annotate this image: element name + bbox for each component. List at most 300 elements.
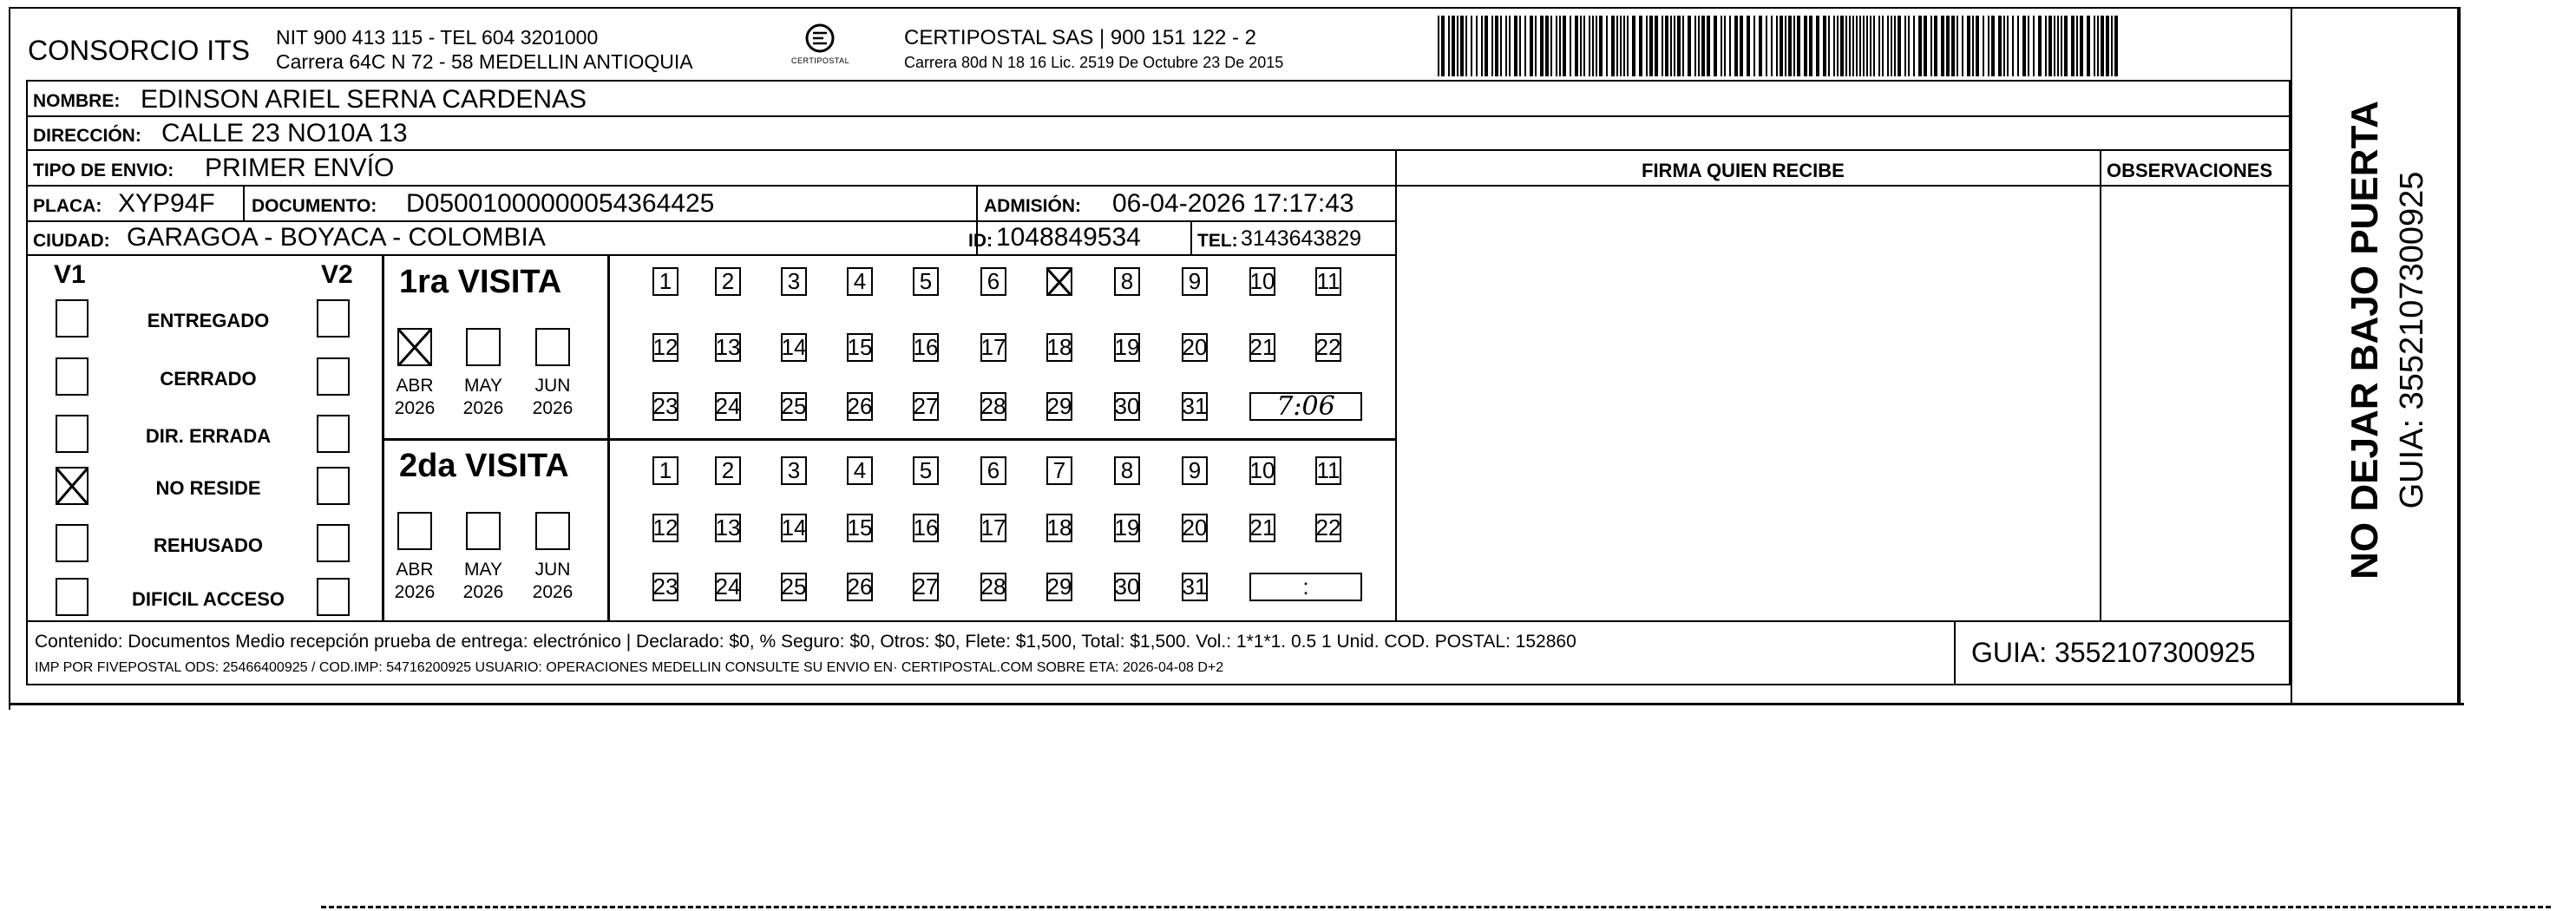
barcode-bar (1913, 16, 1915, 76)
barcode-bar (2038, 16, 2042, 76)
barcode-bar (1649, 16, 1653, 76)
ciudad-value: GARAGOA - BOYACA - COLOMBIA (127, 223, 546, 252)
visita2-day-box[interactable]: 31 (1182, 573, 1208, 600)
side-guia: GUIA: 3552107300925 (2394, 171, 2430, 509)
barcode-bar (1524, 16, 1526, 76)
visita2-month-checkbox[interactable] (397, 512, 432, 550)
visita1-day-box[interactable]: 10 (1249, 268, 1275, 294)
visita1-day-box[interactable]: 23 (652, 393, 678, 419)
visita1-day-box[interactable]: 5 (913, 267, 939, 296)
barcode-bar (1509, 16, 1511, 76)
visita1-day-box[interactable]: 4 (847, 267, 873, 296)
visita2-day-box[interactable]: 23 (652, 573, 678, 600)
barcode-bar (1804, 16, 1807, 76)
barcode-bar (1771, 16, 1773, 76)
barcode-bar (1438, 16, 1439, 76)
barcode-bar (1904, 16, 1906, 76)
visita2-month-label: ABR (396, 560, 434, 580)
barcode-bar (1753, 16, 1755, 76)
barcode-bar (2114, 16, 2118, 76)
visita1-day-box[interactable]: 26 (847, 393, 873, 419)
barcode-bar (1734, 16, 1738, 76)
v1-checkbox[interactable] (56, 415, 88, 453)
barcode-bar (1972, 16, 1974, 76)
visita2-day-box[interactable]: 9 (1182, 456, 1208, 485)
barcode-bar (1665, 16, 1668, 76)
visita1-month-checkbox[interactable] (466, 328, 501, 366)
row-line-2 (26, 149, 2291, 151)
admision-label: ADMISIÓN: (984, 196, 1081, 216)
visita2-day-box[interactable]: 3 (781, 456, 807, 485)
visita2-day-box[interactable]: 28 (980, 573, 1006, 600)
frame-bottom (9, 703, 2464, 705)
visita1-day-box[interactable]: 22 (1315, 334, 1341, 360)
barcode-bar (1589, 16, 1590, 76)
v1-checkbox[interactable] (56, 357, 88, 396)
barcode-bar (1849, 16, 1851, 76)
visita2-day-box[interactable]: 18 (1046, 514, 1072, 541)
barcode-bar (2080, 16, 2083, 76)
barcode-bar (2061, 16, 2062, 76)
barcode-bar (1682, 16, 1684, 76)
visita2-day-box[interactable]: 11 (1316, 457, 1340, 483)
visita1-month-label: MAY (464, 376, 502, 396)
barcode-bar (1670, 16, 1672, 76)
tel-value: 3143643829 (1241, 226, 1362, 251)
courier-logo-text: CERTIPOSTAL (791, 56, 850, 65)
tel-label: TEL: (1197, 231, 1238, 251)
barcode-bar (1983, 16, 1984, 76)
barcode-bar (1505, 16, 1507, 76)
visita1-year-label: 2026 (532, 398, 574, 418)
visita2-day-box[interactable]: 24 (715, 573, 741, 600)
barcode-bar (1894, 16, 1896, 76)
frame-top (9, 7, 2460, 9)
barcode-bar (1457, 16, 1458, 76)
visita2-day-box[interactable]: 17 (980, 514, 1006, 541)
barcode-bar (1476, 16, 1478, 76)
barcode-bar (1563, 16, 1566, 76)
observaciones-header: OBSERVACIONES (2107, 160, 2273, 181)
visita1-day-box[interactable]: 20 (1182, 334, 1208, 360)
barcode-bar (1930, 16, 1932, 76)
visita1-month-label: ABR (396, 376, 434, 396)
row-line-5 (26, 254, 1397, 256)
id-value: 1048849534 (996, 223, 1141, 252)
barcode-bar (1845, 16, 1847, 76)
row-line-6 (26, 620, 2291, 622)
barcode-bar (2012, 16, 2014, 76)
direccion-label: DIRECCIÓN: (33, 126, 141, 146)
barcode-bar (1448, 16, 1450, 76)
barcode-bar (1934, 16, 1937, 76)
barcode-bar (2033, 16, 2035, 76)
barcode-bar (1887, 16, 1889, 76)
documento-label: DOCUMENTO: (252, 196, 377, 216)
barcode-bar (2003, 16, 2005, 76)
visita2-day-box[interactable]: 13 (715, 514, 741, 541)
visita2-day-box[interactable]: 22 (1315, 514, 1341, 541)
barcode-bar (1870, 16, 1871, 76)
placa-value: XYP94F (118, 189, 215, 218)
visita1-month-label: JUN (534, 376, 571, 396)
barcode-bar (1840, 16, 1844, 76)
table-left (26, 80, 28, 685)
admision-value: 06-04-2026 17:17:43 (1112, 189, 1354, 218)
barcode-bar (2017, 16, 2019, 76)
visita2-day-box[interactable]: 30 (1114, 573, 1140, 600)
barcode-bar (1701, 16, 1705, 76)
barcode-bar (1620, 16, 1622, 76)
visita1-day-box[interactable] (1046, 267, 1072, 296)
courier-name: CERTIPOSTAL SAS | 900 151 122 - 2 (904, 26, 1256, 49)
status-label: NO RESIDE (155, 477, 261, 499)
barcode-bar (2101, 16, 2104, 76)
frame-left (9, 7, 10, 710)
visita1-time-box[interactable]: 7:06 (1249, 392, 1362, 421)
barcode-bar (1662, 16, 1663, 76)
barcode-bar (2048, 16, 2052, 76)
visita2-day-box[interactable]: 1 (652, 456, 678, 485)
v2-header: V2 (321, 260, 353, 289)
barcode-bar (1951, 16, 1955, 76)
barcode-bar (1856, 16, 1858, 76)
barcode-bar (1863, 16, 1865, 76)
barcode-bar (1627, 16, 1629, 76)
barcode-bar (1788, 16, 1792, 76)
status-label: DIR. ERRADA (145, 425, 272, 447)
barcode-bar (1530, 16, 1533, 76)
v2-checkbox[interactable] (317, 299, 350, 338)
visita2-day-box[interactable]: 14 (781, 514, 807, 541)
barcode-bar (1465, 16, 1467, 76)
visita2-day-box[interactable]: 5 (913, 456, 939, 485)
visita1-day-box[interactable]: 17 (980, 334, 1006, 360)
barcode-bar (1540, 16, 1544, 76)
visita2-month-label: MAY (464, 560, 502, 580)
barcode-bar (1623, 16, 1625, 76)
visita1-day-box[interactable]: 29 (1046, 393, 1072, 419)
barcode (1436, 16, 2121, 76)
barcode-bar (1882, 16, 1884, 76)
barcode-bar (1962, 16, 1963, 76)
barcode-bar (1545, 16, 1549, 76)
company-nit: NIT 900 413 115 - TEL 604 3201000 (276, 26, 599, 49)
visita1-day-box[interactable]: 15 (847, 334, 873, 360)
v2-checkbox[interactable] (317, 415, 350, 453)
visita1-day-box[interactable]: 27 (913, 393, 939, 419)
barcode-bar (2111, 16, 2113, 76)
tipo-envio-value: PRIMER ENVÍO (205, 154, 395, 182)
barcode-bar (1797, 16, 1800, 76)
barcode-bar (1559, 16, 1561, 76)
visita1-day-box[interactable]: 9 (1182, 267, 1208, 296)
col-divider-tel (1190, 220, 1192, 254)
row-line-0 (26, 80, 2291, 82)
barcode-bar (1991, 16, 1995, 76)
barcode-bar (1556, 16, 1557, 76)
barcode-bar (1519, 16, 1521, 76)
barcode-bar (1918, 16, 1922, 76)
firma-header: FIRMA QUIEN RECIBE (1642, 160, 1845, 181)
visita1-day-box[interactable]: 1 (652, 267, 678, 296)
col-divider-firma (1395, 149, 1397, 622)
barcode-bar (1606, 16, 1608, 76)
visita2-day-box[interactable]: 15 (847, 514, 873, 541)
barcode-bar (1655, 16, 1658, 76)
table-right (2289, 80, 2291, 685)
barcode-bar (1495, 16, 1498, 76)
visita2-time-box[interactable]: : (1249, 573, 1362, 601)
status-label: ENTREGADO (147, 310, 270, 331)
visita1-day-box[interactable]: 11 (1316, 268, 1340, 294)
visita2-month-label: JUN (534, 560, 571, 580)
visita1-day-box[interactable]: 3 (781, 267, 807, 296)
frame-right-inner (2291, 7, 2292, 705)
col-divider-obs (2100, 149, 2101, 622)
barcode-bar (2045, 16, 2047, 76)
barcode-bar (1780, 16, 1783, 76)
footer-imp: IMP POR FIVEPOSTAL ODS: 25466400925 / COD.IMP: 54716200925 USUARIO: OPERACIONES MEDELLIN CONSULTE SU ENVIO EN· CERTIPOSTAL.COM SOBRE ETA: 2026-04-08 D+2 (35, 660, 1224, 675)
row-line-3 (26, 185, 2291, 187)
v2-checkbox[interactable] (317, 467, 350, 505)
barcode-bar (2054, 16, 2055, 76)
visita1-day-box[interactable]: 18 (1046, 334, 1072, 360)
barcode-bar (2106, 16, 2109, 76)
id-label: ID: (968, 231, 993, 251)
barcode-bar (1485, 16, 1488, 76)
barcode-bar (1688, 16, 1691, 76)
visita2-year-label: 2026 (532, 582, 574, 602)
barcode-bar (1740, 16, 1743, 76)
nombre-label: NOMBRE: (33, 91, 121, 111)
visita1-day-box[interactable]: 14 (781, 334, 807, 360)
visita2-day-box[interactable]: 16 (913, 514, 939, 541)
barcode-bar (2094, 16, 2095, 76)
visita2-year-label: 2026 (462, 582, 504, 602)
visita2-day-box[interactable]: 27 (913, 573, 939, 600)
visita1-day-box[interactable]: 6 (980, 267, 1006, 296)
barcode-bar (2007, 16, 2009, 76)
barcode-bar (1639, 16, 1642, 76)
visita2-day-box[interactable]: 2 (715, 456, 741, 485)
barcode-bar (1988, 16, 1989, 76)
barcode-bar (1908, 16, 1910, 76)
visita2-title: 2da VISITA (399, 448, 569, 484)
company-name: CONSORCIO ITS (28, 35, 251, 66)
barcode-bar (1514, 16, 1517, 76)
visita2-day-box[interactable]: 6 (980, 456, 1006, 485)
barcode-bar (1646, 16, 1648, 76)
barcode-bar (1941, 16, 1944, 76)
barcode-bar (1471, 16, 1472, 76)
barcode-bar (1724, 16, 1726, 76)
v2-checkbox[interactable] (317, 524, 350, 562)
placa-label: PLACA: (33, 196, 102, 216)
col-divider-status (382, 254, 384, 620)
barcode-bar (1859, 16, 1861, 76)
visita2-month-checkbox[interactable] (466, 512, 501, 550)
barcode-bar (2076, 16, 2078, 76)
visita1-day-box[interactable]: 13 (715, 334, 741, 360)
barcode-bar (1481, 16, 1483, 76)
barcode-bar (1491, 16, 1493, 76)
visita1-day-box[interactable]: 28 (980, 393, 1006, 419)
barcode-bar (2028, 16, 2029, 76)
visita2-month-checkbox[interactable] (535, 512, 570, 550)
status-label: REHUSADO (154, 534, 263, 556)
barcode-bar (1583, 16, 1585, 76)
barcode-bar (1721, 16, 1722, 76)
visita1-day-box[interactable]: 31 (1182, 393, 1208, 419)
barcode-bar (1550, 16, 1552, 76)
courier-logo (790, 21, 850, 73)
row-line-7 (26, 684, 2291, 685)
visita1-day-box[interactable]: 8 (1114, 267, 1140, 296)
barcode-bar (1674, 16, 1675, 76)
barcode-bar (2057, 16, 2059, 76)
barcode-bar (1632, 16, 1635, 76)
barcode-bar (1976, 16, 1979, 76)
visita2-day-box[interactable]: 8 (1114, 456, 1140, 485)
footer-guia: GUIA: 3552107300925 (1971, 637, 2256, 668)
visita2-day-box[interactable]: 12 (652, 514, 678, 541)
status-label: CERRADO (160, 368, 257, 390)
barcode-bar (1967, 16, 1970, 76)
direccion-value: CALLE 23 NO10A 13 (161, 119, 408, 147)
v2-checkbox[interactable] (317, 578, 350, 616)
barcode-bar (1729, 16, 1731, 76)
v1-checkbox[interactable] (56, 578, 88, 616)
visita1-day-box[interactable]: 24 (715, 393, 741, 419)
side-warning: NO DEJAR BAJO PUERTA (2343, 101, 2386, 580)
documento-value: D05001000000054364425 (406, 189, 715, 218)
row-line-1 (26, 115, 2291, 117)
footer-contenido: Contenido: Documentos Medio recepción prueba de entrega: electrónico | Declarado: $0, % Seguro: $0, Otros: $0, Flete: $1,500, Total: $1,500. Vol.: 1*1*1. 0.5 1 Unid. COD. POSTAL: 152860 (35, 632, 1576, 652)
col-divider-visita (607, 254, 610, 620)
barcode-bar (1698, 16, 1700, 76)
barcode-bar (1823, 16, 1826, 76)
barcode-bar (1592, 16, 1594, 76)
visita-divider (382, 438, 1397, 441)
visita1-month-checkbox[interactable] (397, 328, 432, 366)
barcode-bar (1616, 16, 1618, 76)
visita1-day-box[interactable]: 16 (913, 334, 939, 360)
v2-checkbox[interactable] (317, 357, 350, 396)
barcode-bar (1460, 16, 1464, 76)
visita1-day-box[interactable]: 12 (652, 334, 678, 360)
ciudad-label: CIUDAD: (33, 231, 110, 251)
company-address: Carrera 64C N 72 - 58 MEDELLIN ANTIOQUIA (276, 50, 693, 73)
barcode-bar (1747, 16, 1750, 76)
barcode-bar (1866, 16, 1868, 76)
barcode-bar (1759, 16, 1762, 76)
visita2-day-box[interactable]: 10 (1249, 457, 1275, 483)
visita2-day-box[interactable]: 20 (1182, 514, 1208, 541)
barcode-bar (2087, 16, 2090, 76)
col-divider-placa (243, 185, 245, 220)
courier-license: Carrera 80d N 18 16 Lic. 2519 De Octubre 23 De 2015 (904, 54, 1284, 71)
barcode-bar (1776, 16, 1778, 76)
visita2-day-box[interactable]: 7 (1046, 456, 1072, 485)
barcode-bar (1946, 16, 1950, 76)
barcode-bar (1714, 16, 1717, 76)
barcode-bar (2064, 16, 2068, 76)
barcode-bar (2022, 16, 2026, 76)
visita2-day-box[interactable]: 26 (847, 573, 873, 600)
barcode-bar (1596, 16, 1597, 76)
visita1-month-checkbox[interactable] (535, 328, 570, 366)
v1-header: V1 (54, 260, 86, 289)
barcode-bar (1575, 16, 1578, 76)
visita2-day-box[interactable]: 29 (1046, 573, 1072, 600)
barcode-bar (1898, 16, 1901, 76)
visita1-day-box[interactable]: 2 (715, 267, 741, 296)
barcode-bar (1828, 16, 1830, 76)
barcode-bar (1837, 16, 1839, 76)
v1-checkbox[interactable] (56, 299, 88, 338)
barcode-bar (1924, 16, 1927, 76)
barcode-bar (1500, 16, 1502, 76)
barcode-bar (1580, 16, 1582, 76)
visita1-title: 1ra VISITA (399, 264, 562, 300)
barcode-bar (1891, 16, 1892, 76)
barcode-bar (1677, 16, 1681, 76)
barcode-bar (2071, 16, 2075, 76)
frame-right-outer (2457, 7, 2461, 705)
visita2-day-box[interactable]: 19 (1114, 514, 1140, 541)
barcode-bar (1452, 16, 1455, 76)
visita2-day-box[interactable]: 25 (781, 573, 807, 600)
barcode-bar (1611, 16, 1615, 76)
barcode-bar (1599, 16, 1603, 76)
barcode-bar (1785, 16, 1786, 76)
barcode-bar (1809, 16, 1812, 76)
barcode-bar (1998, 16, 2002, 76)
v1-checkbox[interactable] (56, 524, 88, 562)
visita2-day-box[interactable]: 4 (847, 456, 873, 485)
visita1-day-box[interactable]: 21 (1249, 334, 1275, 360)
visita1-year-label: 2026 (394, 398, 436, 418)
barcode-bar (1707, 16, 1710, 76)
barcode-bar (1793, 16, 1795, 76)
visita2-day-box[interactable]: 21 (1249, 514, 1275, 541)
visita1-day-box[interactable]: 19 (1114, 334, 1140, 360)
barcode-bar (1833, 16, 1835, 76)
barcode-bar (2097, 16, 2099, 76)
barcode-bar (1878, 16, 1880, 76)
barcode-bar (1766, 16, 1767, 76)
tipo-envio-label: TIPO DE ENVIO: (33, 161, 174, 180)
cut-line (321, 906, 2551, 908)
barcode-bar (1441, 16, 1445, 76)
v1-checkbox[interactable] (56, 467, 88, 505)
barcode-bar (1535, 16, 1537, 76)
col-divider-guia (1954, 622, 1956, 684)
status-label: DIFICIL ACCESO (131, 588, 285, 610)
barcode-bar (1957, 16, 1958, 76)
barcode-bar (1694, 16, 1696, 76)
barcode-bar (1570, 16, 1571, 76)
nombre-value: EDINSON ARIEL SERNA CARDENAS (141, 85, 587, 114)
visita2-year-label: 2026 (394, 582, 436, 602)
barcode-bar (1816, 16, 1819, 76)
visita1-day-box[interactable]: 30 (1114, 393, 1140, 419)
barcode-bar (1873, 16, 1875, 76)
visita1-year-label: 2026 (462, 398, 504, 418)
barcode-bar (1852, 16, 1854, 76)
visita1-day-box[interactable]: 25 (781, 393, 807, 419)
